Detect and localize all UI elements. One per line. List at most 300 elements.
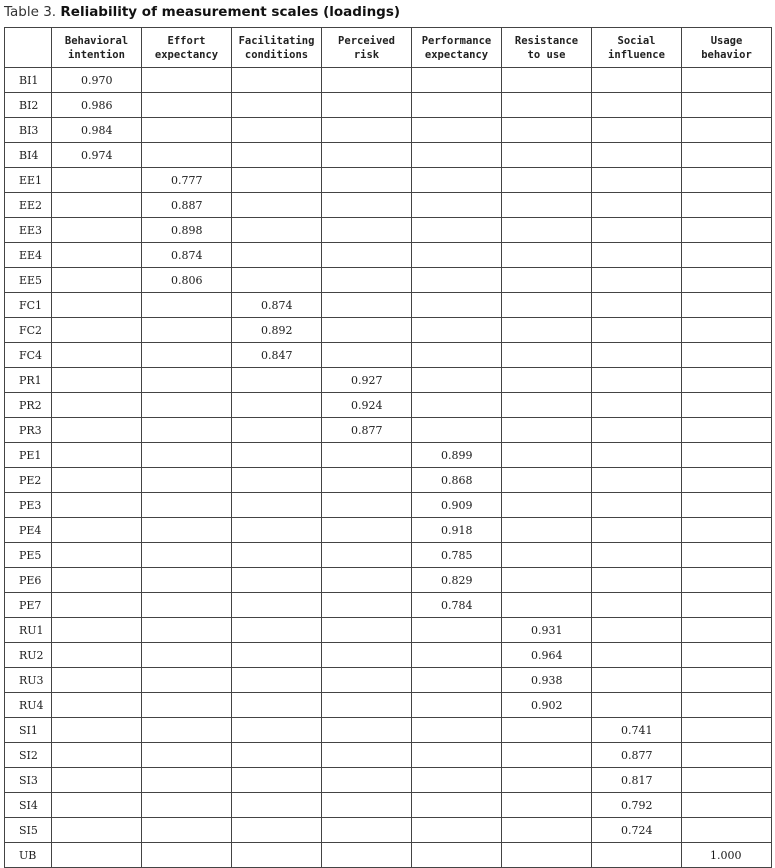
loading-value: 0.784 — [412, 593, 502, 618]
empty-cell — [142, 493, 232, 518]
empty-cell — [232, 168, 322, 193]
loading-value: 0.984 — [52, 118, 142, 143]
empty-cell — [52, 468, 142, 493]
empty-cell — [502, 293, 592, 318]
column-header: Usage behavior — [682, 28, 772, 68]
item-label: PE2 — [5, 468, 52, 493]
loading-value: 0.829 — [412, 568, 502, 593]
empty-cell — [232, 643, 322, 668]
loading-value: 0.938 — [502, 668, 592, 693]
empty-cell — [412, 793, 502, 818]
empty-cell — [142, 143, 232, 168]
empty-cell — [682, 618, 772, 643]
empty-cell — [52, 668, 142, 693]
empty-cell — [142, 368, 232, 393]
table-row — [5, 243, 772, 268]
empty-cell — [232, 668, 322, 693]
empty-cell — [592, 493, 682, 518]
column-header: Effort expectancy — [142, 28, 232, 68]
empty-cell — [592, 668, 682, 693]
empty-cell — [52, 568, 142, 593]
empty-cell — [592, 143, 682, 168]
empty-cell — [232, 593, 322, 618]
table-row — [5, 268, 772, 293]
empty-cell — [142, 543, 232, 568]
empty-cell — [412, 668, 502, 693]
empty-cell — [142, 718, 232, 743]
loading-value: 0.877 — [322, 418, 412, 443]
empty-cell — [52, 393, 142, 418]
table-row — [5, 493, 772, 518]
empty-cell — [682, 518, 772, 543]
item-label: BI2 — [5, 93, 52, 118]
item-label: PR3 — [5, 418, 52, 443]
empty-cell — [52, 543, 142, 568]
empty-cell — [322, 843, 412, 868]
empty-cell — [592, 168, 682, 193]
loading-value: 0.918 — [412, 518, 502, 543]
empty-cell — [592, 293, 682, 318]
table-row — [5, 568, 772, 593]
table-row — [5, 193, 772, 218]
item-label: PE1 — [5, 443, 52, 468]
empty-cell — [142, 118, 232, 143]
loading-value: 0.777 — [142, 168, 232, 193]
empty-cell — [52, 318, 142, 343]
table-row — [5, 218, 772, 243]
empty-cell — [322, 268, 412, 293]
empty-cell — [232, 443, 322, 468]
empty-cell — [682, 643, 772, 668]
table-row — [5, 68, 772, 93]
empty-cell — [232, 468, 322, 493]
empty-cell — [142, 418, 232, 443]
empty-cell — [682, 68, 772, 93]
empty-cell — [322, 568, 412, 593]
item-label: BI3 — [5, 118, 52, 143]
empty-cell — [682, 493, 772, 518]
table-row — [5, 118, 772, 143]
empty-cell — [322, 618, 412, 643]
empty-cell — [502, 318, 592, 343]
item-label: SI1 — [5, 718, 52, 743]
empty-cell — [322, 143, 412, 168]
table-row — [5, 768, 772, 793]
table-row — [5, 743, 772, 768]
empty-cell — [52, 243, 142, 268]
empty-cell — [322, 693, 412, 718]
empty-cell — [592, 193, 682, 218]
empty-cell — [232, 143, 322, 168]
empty-cell — [322, 193, 412, 218]
item-label: EE2 — [5, 193, 52, 218]
empty-cell — [682, 693, 772, 718]
empty-cell — [502, 118, 592, 143]
empty-cell — [232, 368, 322, 393]
loading-value: 0.909 — [412, 493, 502, 518]
column-header: Performance expectancy — [412, 28, 502, 68]
table-row — [5, 643, 772, 668]
table-row — [5, 393, 772, 418]
empty-cell — [502, 843, 592, 868]
empty-cell — [232, 768, 322, 793]
loading-value: 0.741 — [592, 718, 682, 743]
empty-cell — [502, 493, 592, 518]
empty-cell — [142, 568, 232, 593]
empty-cell — [52, 793, 142, 818]
empty-cell — [682, 443, 772, 468]
empty-cell — [412, 93, 502, 118]
empty-cell — [232, 193, 322, 218]
empty-cell — [322, 118, 412, 143]
empty-cell — [502, 193, 592, 218]
empty-cell — [52, 168, 142, 193]
empty-cell — [502, 718, 592, 743]
empty-cell — [682, 268, 772, 293]
empty-cell — [322, 818, 412, 843]
empty-cell — [52, 743, 142, 768]
table-row — [5, 368, 772, 393]
empty-cell — [502, 793, 592, 818]
empty-cell — [412, 843, 502, 868]
empty-cell — [412, 693, 502, 718]
table-row — [5, 168, 772, 193]
empty-cell — [52, 843, 142, 868]
empty-cell — [592, 593, 682, 618]
loading-value: 0.847 — [232, 343, 322, 368]
empty-cell — [502, 243, 592, 268]
empty-cell — [142, 443, 232, 468]
empty-cell — [412, 168, 502, 193]
empty-cell — [52, 643, 142, 668]
loading-value: 1.000 — [682, 843, 772, 868]
empty-cell — [322, 768, 412, 793]
empty-cell — [232, 243, 322, 268]
table-row — [5, 293, 772, 318]
table-row — [5, 618, 772, 643]
item-label: FC4 — [5, 343, 52, 368]
empty-cell — [322, 493, 412, 518]
empty-cell — [412, 743, 502, 768]
empty-cell — [52, 818, 142, 843]
empty-cell — [52, 193, 142, 218]
empty-cell — [142, 393, 232, 418]
empty-cell — [592, 318, 682, 343]
loading-value: 0.887 — [142, 193, 232, 218]
empty-cell — [682, 543, 772, 568]
empty-cell — [682, 468, 772, 493]
empty-cell — [232, 718, 322, 743]
empty-cell — [52, 218, 142, 243]
column-header: Behavioral intention — [52, 28, 142, 68]
empty-cell — [322, 718, 412, 743]
empty-cell — [592, 68, 682, 93]
empty-cell — [412, 318, 502, 343]
empty-cell — [502, 268, 592, 293]
empty-cell — [412, 768, 502, 793]
empty-cell — [142, 618, 232, 643]
empty-cell — [142, 593, 232, 618]
empty-cell — [502, 743, 592, 768]
empty-cell — [502, 543, 592, 568]
loading-value: 0.785 — [412, 543, 502, 568]
item-label: PR2 — [5, 393, 52, 418]
empty-cell — [592, 618, 682, 643]
empty-cell — [232, 518, 322, 543]
empty-cell — [412, 618, 502, 643]
table-row — [5, 843, 772, 868]
empty-cell — [322, 593, 412, 618]
empty-cell — [232, 493, 322, 518]
empty-cell — [232, 818, 322, 843]
empty-cell — [322, 543, 412, 568]
empty-cell — [52, 268, 142, 293]
table-row — [5, 93, 772, 118]
empty-cell — [592, 118, 682, 143]
empty-cell — [142, 68, 232, 93]
item-label: PE6 — [5, 568, 52, 593]
empty-cell — [682, 293, 772, 318]
empty-cell — [232, 618, 322, 643]
item-label: EE5 — [5, 268, 52, 293]
empty-cell — [412, 393, 502, 418]
empty-cell — [502, 593, 592, 618]
empty-cell — [502, 818, 592, 843]
empty-cell — [592, 568, 682, 593]
empty-cell — [142, 643, 232, 668]
table-title: Reliability of measurement scales (loadings) — [60, 4, 401, 20]
table-row — [5, 593, 772, 618]
empty-cell — [682, 793, 772, 818]
item-label: EE1 — [5, 168, 52, 193]
table-row — [5, 468, 772, 493]
empty-cell — [682, 118, 772, 143]
header-row — [5, 28, 772, 68]
table-row — [5, 318, 772, 343]
empty-cell — [682, 418, 772, 443]
item-label: SI5 — [5, 818, 52, 843]
empty-cell — [592, 643, 682, 668]
table-number: Table 3. — [4, 4, 57, 20]
item-label: FC2 — [5, 318, 52, 343]
empty-cell — [322, 468, 412, 493]
empty-cell — [682, 393, 772, 418]
empty-cell — [682, 818, 772, 843]
loading-value: 0.927 — [322, 368, 412, 393]
loading-value: 0.892 — [232, 318, 322, 343]
empty-cell — [232, 218, 322, 243]
column-header: Perceived risk — [322, 28, 412, 68]
empty-cell — [592, 843, 682, 868]
empty-cell — [682, 218, 772, 243]
empty-cell — [592, 518, 682, 543]
empty-cell — [52, 593, 142, 618]
empty-cell — [232, 68, 322, 93]
loading-value: 0.899 — [412, 443, 502, 468]
empty-cell — [52, 693, 142, 718]
empty-cell — [502, 368, 592, 393]
empty-cell — [502, 418, 592, 443]
empty-cell — [682, 168, 772, 193]
empty-cell — [502, 168, 592, 193]
empty-cell — [682, 318, 772, 343]
item-label: RU1 — [5, 618, 52, 643]
empty-cell — [52, 418, 142, 443]
item-label: SI4 — [5, 793, 52, 818]
empty-cell — [142, 293, 232, 318]
empty-cell — [52, 293, 142, 318]
empty-cell — [682, 593, 772, 618]
empty-cell — [52, 768, 142, 793]
loading-value: 0.970 — [52, 68, 142, 93]
column-header: Facilitating conditions — [232, 28, 322, 68]
empty-cell — [142, 518, 232, 543]
item-label: EE3 — [5, 218, 52, 243]
empty-cell — [52, 443, 142, 468]
table-row — [5, 793, 772, 818]
empty-cell — [142, 793, 232, 818]
item-label: FC1 — [5, 293, 52, 318]
empty-cell — [142, 343, 232, 368]
table-row — [5, 718, 772, 743]
item-label: SI3 — [5, 768, 52, 793]
empty-cell — [322, 443, 412, 468]
empty-cell — [322, 243, 412, 268]
empty-cell — [682, 343, 772, 368]
loading-value: 0.964 — [502, 643, 592, 668]
empty-cell — [322, 168, 412, 193]
empty-cell — [412, 218, 502, 243]
empty-cell — [322, 93, 412, 118]
table-caption — [4, 3, 400, 21]
empty-cell — [502, 518, 592, 543]
empty-cell — [322, 68, 412, 93]
empty-cell — [232, 393, 322, 418]
item-label: PE5 — [5, 543, 52, 568]
table-row — [5, 443, 772, 468]
empty-cell — [142, 693, 232, 718]
empty-cell — [232, 418, 322, 443]
empty-cell — [52, 618, 142, 643]
empty-cell — [142, 468, 232, 493]
empty-cell — [232, 118, 322, 143]
table-row — [5, 343, 772, 368]
empty-cell — [322, 218, 412, 243]
empty-cell — [592, 268, 682, 293]
column-header: Social influence — [592, 28, 682, 68]
empty-cell — [322, 643, 412, 668]
empty-cell — [52, 518, 142, 543]
empty-cell — [142, 743, 232, 768]
empty-cell — [52, 343, 142, 368]
empty-cell — [52, 368, 142, 393]
empty-cell — [502, 568, 592, 593]
empty-cell — [592, 468, 682, 493]
empty-cell — [412, 68, 502, 93]
empty-cell — [502, 768, 592, 793]
table-row — [5, 543, 772, 568]
item-label: RU3 — [5, 668, 52, 693]
loading-value: 0.902 — [502, 693, 592, 718]
empty-cell — [502, 468, 592, 493]
loading-value: 0.874 — [142, 243, 232, 268]
table-body — [5, 68, 772, 868]
loading-value: 0.877 — [592, 743, 682, 768]
empty-cell — [502, 343, 592, 368]
empty-cell — [682, 243, 772, 268]
empty-cell — [322, 743, 412, 768]
empty-cell — [412, 143, 502, 168]
empty-cell — [142, 93, 232, 118]
empty-cell — [322, 793, 412, 818]
table-row — [5, 418, 772, 443]
empty-cell — [322, 343, 412, 368]
empty-cell — [502, 218, 592, 243]
empty-cell — [232, 568, 322, 593]
empty-cell — [592, 243, 682, 268]
table-row — [5, 818, 772, 843]
loading-value: 0.868 — [412, 468, 502, 493]
empty-cell — [682, 668, 772, 693]
empty-cell — [682, 193, 772, 218]
empty-cell — [502, 443, 592, 468]
loading-value: 0.974 — [52, 143, 142, 168]
empty-cell — [592, 218, 682, 243]
empty-cell — [502, 393, 592, 418]
item-label: BI4 — [5, 143, 52, 168]
empty-cell — [682, 368, 772, 393]
empty-cell — [682, 93, 772, 118]
loading-value: 0.931 — [502, 618, 592, 643]
item-label: UB — [5, 843, 52, 868]
empty-cell — [412, 818, 502, 843]
empty-cell — [412, 268, 502, 293]
empty-cell — [412, 343, 502, 368]
table-row — [5, 668, 772, 693]
empty-cell — [232, 543, 322, 568]
empty-cell — [412, 293, 502, 318]
item-label: PE7 — [5, 593, 52, 618]
empty-cell — [322, 518, 412, 543]
empty-cell — [502, 143, 592, 168]
empty-cell — [412, 118, 502, 143]
item-label: PR1 — [5, 368, 52, 393]
item-label: PE4 — [5, 518, 52, 543]
item-label: RU2 — [5, 643, 52, 668]
empty-cell — [682, 718, 772, 743]
empty-cell — [592, 393, 682, 418]
loading-value: 0.898 — [142, 218, 232, 243]
empty-cell — [592, 443, 682, 468]
empty-cell — [142, 768, 232, 793]
empty-cell — [502, 68, 592, 93]
item-label: BI1 — [5, 68, 52, 93]
loading-value: 0.924 — [322, 393, 412, 418]
empty-cell — [412, 193, 502, 218]
loading-value: 0.806 — [142, 268, 232, 293]
empty-cell — [592, 418, 682, 443]
empty-cell — [322, 318, 412, 343]
empty-cell — [232, 93, 322, 118]
empty-cell — [682, 568, 772, 593]
empty-cell — [52, 493, 142, 518]
empty-cell — [322, 293, 412, 318]
empty-cell — [412, 643, 502, 668]
loading-value: 0.986 — [52, 93, 142, 118]
empty-cell — [412, 243, 502, 268]
empty-cell — [232, 743, 322, 768]
empty-cell — [232, 268, 322, 293]
